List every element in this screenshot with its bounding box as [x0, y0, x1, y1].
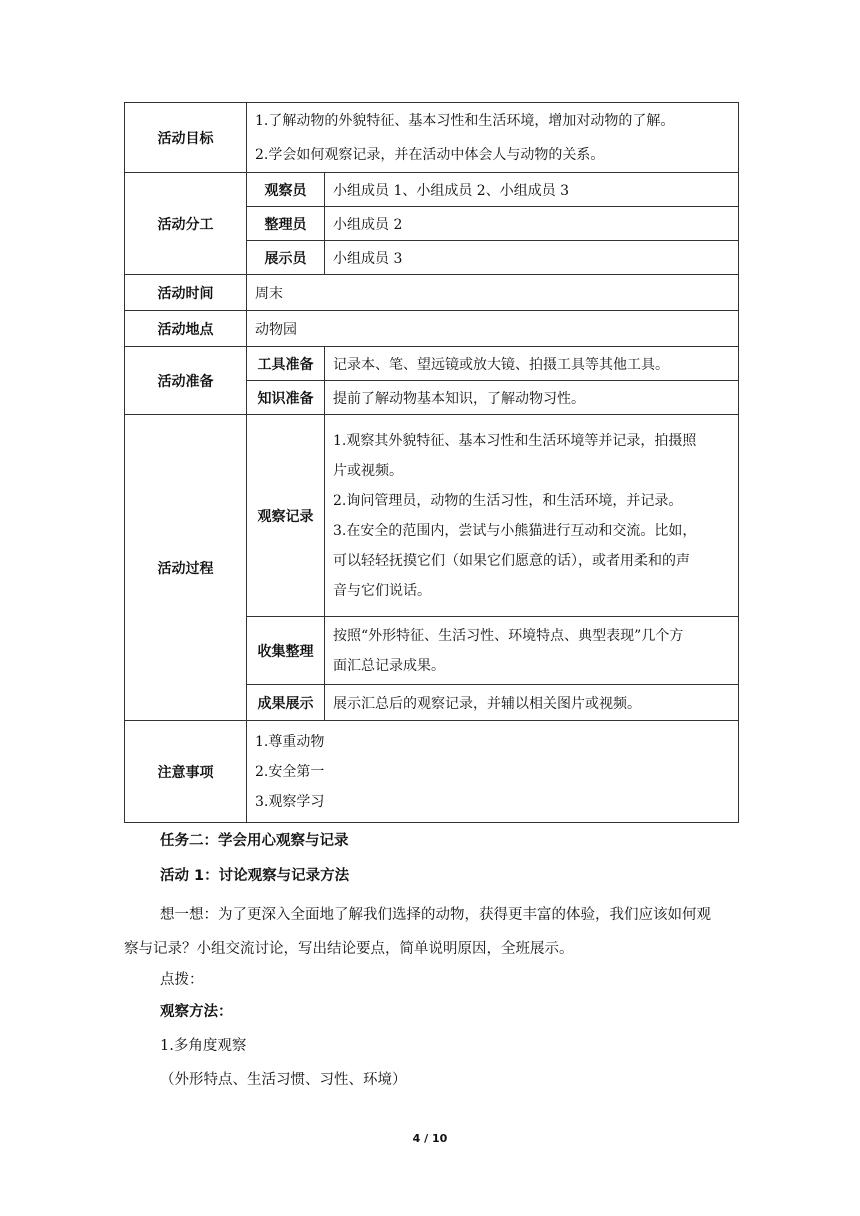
notes-label: 注意事项 [125, 721, 247, 823]
row-prep-1 [125, 347, 739, 381]
notes-line: 3.观察学习 [255, 793, 325, 810]
hint-label: 点拨： [160, 972, 204, 988]
role-name: 展示员 [247, 241, 325, 275]
prep-item: 知识准备 [247, 381, 325, 415]
goal-line-2: 2.学会如何观察记录，并在活动中体会人与动物的关系。 [255, 146, 605, 163]
observe-line: 可以轻轻抚摸它们（如果它们愿意的话），或者用柔和的声 [333, 552, 690, 569]
observe-line: 3.在安全的范围内，尝试与小熊猫进行互动和交流。比如， [333, 522, 697, 539]
show-label: 成果展示 [247, 685, 325, 721]
observe-line: 1.观察其外貌特征、基本习性和生活环境等并记录，拍摄照 [333, 432, 697, 449]
goal-content [247, 103, 739, 173]
place-value: 动物园 [247, 311, 739, 347]
row-goal [125, 103, 739, 173]
observe-content [325, 415, 739, 617]
goal-line-1: 1.了解动物的外貌特征、基本习性和生活环境，增加对动物的了解。 [255, 112, 675, 129]
prep-label: 活动准备 [125, 347, 247, 415]
row-roles-1 [125, 173, 739, 207]
prep-detail: 记录本、笔、望远镜或放大镜、拍摄工具等其他工具。 [325, 347, 739, 381]
place-label: 活动地点 [125, 311, 247, 347]
observe-line: 音与它们说话。 [333, 582, 431, 599]
observe-line: 片或视频。 [333, 462, 403, 479]
roles-label: 活动分工 [125, 173, 247, 275]
activity1-heading: 活动 1：讨论观察与记录方法 [160, 868, 350, 884]
time-value: 周末 [247, 275, 739, 311]
activity-plan-table [124, 102, 739, 823]
prep-item: 工具准备 [247, 347, 325, 381]
show-value: 展示汇总后的观察记录，并辅以相关图片或视频。 [325, 685, 739, 721]
process-label: 活动过程 [125, 415, 247, 721]
role-members: 小组成员 3 [325, 241, 739, 275]
row-notes [125, 721, 739, 823]
method-title: 观察方法： [160, 1004, 233, 1020]
row-place [125, 311, 739, 347]
collect-line: 按照“外形特征、生活习性、环境特点、典型表现”几个方 [333, 627, 684, 644]
notes-content [247, 721, 739, 823]
method-1: 1.多角度观察 [160, 1038, 247, 1054]
observe-line: 2.询问管理员，动物的生活习性，和生活环境，并记录。 [333, 492, 683, 509]
role-members: 小组成员 1、小组成员 2、小组成员 3 [325, 173, 739, 207]
collect-content [325, 617, 739, 685]
role-name: 观察员 [247, 173, 325, 207]
collect-line: 面汇总记录成果。 [333, 657, 445, 674]
role-members: 小组成员 2 [325, 207, 739, 241]
notes-line: 1.尊重动物 [255, 733, 325, 750]
goal-label: 活动目标 [125, 103, 247, 173]
observe-label: 观察记录 [247, 415, 325, 617]
page-number: 4 / 10 [412, 1132, 448, 1145]
row-process-observe [125, 415, 739, 617]
row-time [125, 275, 739, 311]
method-1-detail: （外形特点、生活习惯、习性、环境） [160, 1072, 407, 1088]
prep-detail: 提前了解动物基本知识，了解动物习性。 [325, 381, 739, 415]
role-name: 整理员 [247, 207, 325, 241]
time-label: 活动时间 [125, 275, 247, 311]
task2-heading: 任务二：学会用心观察与记录 [160, 833, 349, 849]
think-paragraph-line-2: 察与记录？小组交流讨论，写出结论要点，简单说明原因，全班展示。 [124, 941, 574, 957]
think-paragraph-line-1: 想一想：为了更深入全面地了解我们选择的动物，获得更丰富的体验，我们应该如何观 [160, 907, 711, 923]
collect-label: 收集整理 [247, 617, 325, 685]
notes-line: 2.安全第一 [255, 763, 325, 780]
